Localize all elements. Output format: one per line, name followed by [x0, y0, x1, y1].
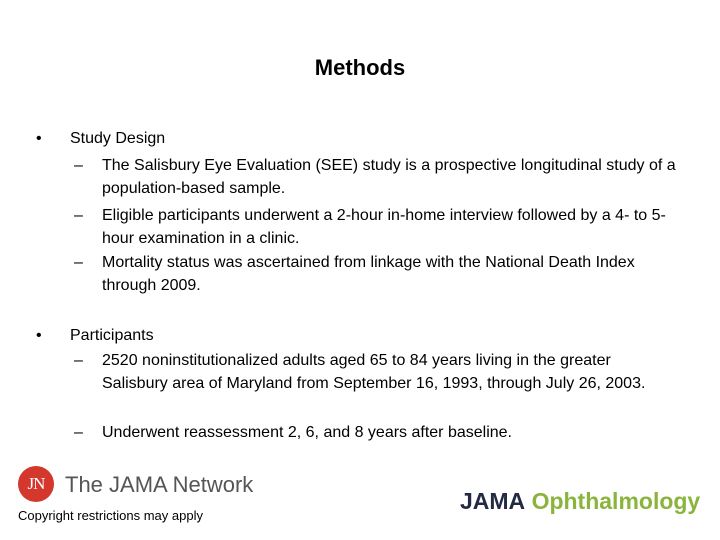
study-design-bullet: [0, 128, 720, 150]
journal-name-ophthalmology: Ophthalmology: [531, 488, 701, 514]
study-design-heading: Study Design: [70, 130, 166, 147]
dash-glyph: –: [74, 207, 83, 224]
dash-glyph: –: [74, 254, 83, 271]
slide-title: Methods: [314, 55, 406, 80]
study-design-item-1-text: The Salisbury Eye Evaluation (SEE) study is a prospective longitudinal study of a population-based sample.: [102, 157, 676, 197]
dash-glyph: –: [74, 157, 83, 174]
bullet-glyph: •: [36, 130, 42, 147]
participants-bullet: [0, 325, 720, 347]
participants-item-1-text: 2520 noninstitutionalized adults aged 65 to 84 years living in the greater Salisbury area of Maryland from September 16, 1993, through July 26, 2003.: [102, 352, 646, 392]
participants-item-2-text: Underwent reassessment 2, 6, and 8 years after baseline.: [102, 424, 512, 441]
jama-network-wordmark: The JAMA Network: [65, 472, 254, 497]
journal-name-jama: JAMA: [460, 488, 526, 514]
dash-glyph: –: [74, 352, 83, 369]
jn-monogram-icon: JN: [18, 466, 54, 502]
jama-network-logo: [18, 466, 258, 506]
study-design-item-2-text: Eligible participants underwent a 2-hour in-home interview followed by a 4- to 5-hour examination in a clinic.: [102, 207, 666, 247]
dash-glyph: –: [74, 424, 83, 441]
copyright-notice: Copyright restrictions may apply: [18, 508, 203, 523]
bullet-glyph: •: [36, 327, 42, 344]
study-design-item-3-text: Mortality status was ascertained from linkage with the National Death Index through 2009.: [102, 254, 635, 294]
participants-heading: Participants: [70, 327, 154, 344]
jama-ophthalmology-logo: [460, 487, 700, 515]
